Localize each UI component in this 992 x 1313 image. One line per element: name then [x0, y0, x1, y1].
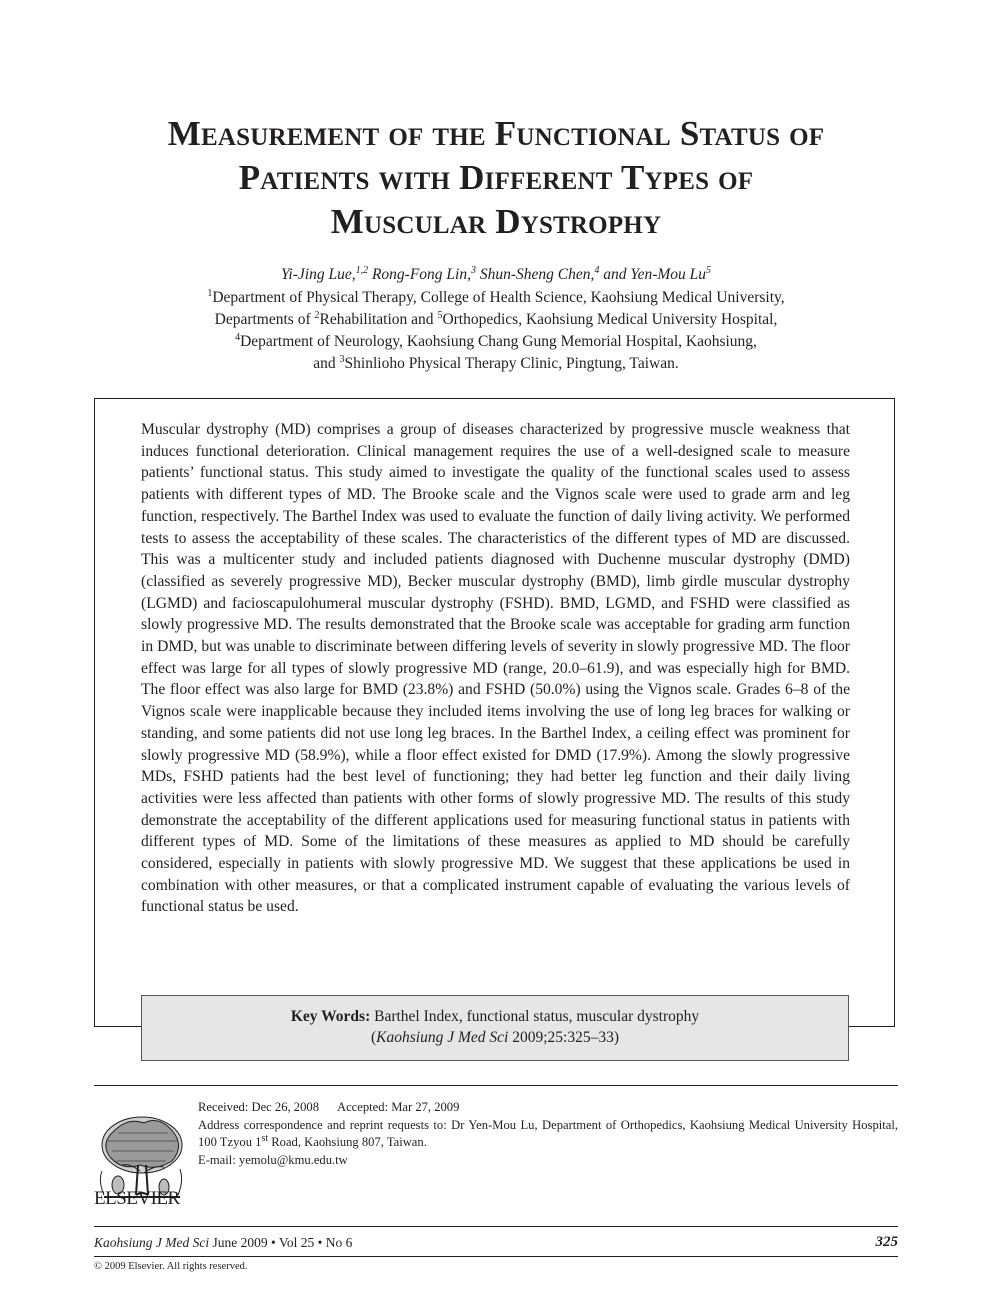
citation-details: 2009;25:325–33) [508, 1029, 619, 1046]
address-line [198, 1117, 898, 1152]
affiliations [80, 287, 912, 375]
affiliation-line [80, 309, 912, 331]
received-date: Received: Dec 26, 2008 [198, 1100, 319, 1114]
affil-text: Shinlioho Physical Therapy Clinic, Pingtung, Taiwan. [344, 355, 679, 372]
page-number: 325 [875, 1234, 898, 1250]
accepted-date: Accepted: Mar 27, 2009 [337, 1100, 460, 1114]
keywords-label: Key Words: [290, 1008, 371, 1025]
address-text: Road, Kaohsiung 807, Taiwan. [268, 1135, 427, 1149]
divider [94, 1226, 898, 1227]
affil-text: Rehabilitation and [319, 311, 438, 328]
affil-mark: 1 [207, 287, 213, 299]
affil-mark: 2 [314, 309, 320, 321]
author-name: Yi-Jing Lue, [280, 266, 356, 283]
copyright-notice: © 2009 Elsevier. All rights reserved. [94, 1261, 248, 1272]
affil-text: Departments of [214, 311, 315, 328]
email-line: E-mail: yemolu@kmu.edu.tw [198, 1152, 348, 1167]
affil-text: and [313, 355, 340, 372]
affiliation-line [80, 353, 912, 375]
keywords-text: Barthel Index, functional status, muscular dystrophy [370, 1008, 700, 1025]
affil-mark: 5 [437, 309, 443, 321]
author-affil-mark: 4 [594, 264, 600, 276]
divider [94, 1256, 898, 1257]
keywords-line [142, 1006, 848, 1027]
article-title [60, 112, 932, 244]
keywords-box [141, 995, 849, 1061]
affil-text: Orthopedics, Kaohsiung Medical University Hospital, [442, 311, 778, 328]
correspondence-info [198, 1099, 898, 1169]
author-list [60, 266, 932, 284]
citation-line [142, 1027, 848, 1048]
affil-mark: 4 [235, 331, 241, 343]
affil-text: Department of Physical Therapy, College of Health Science, Kaohsiung Medical University, [212, 289, 785, 306]
divider [94, 1085, 898, 1086]
title-line: Muscular Dystrophy [330, 202, 662, 241]
publisher-logo-text: ELSEVIER [94, 1188, 180, 1209]
author-affil-mark: 1,2 [355, 264, 369, 276]
citation-paren: ( [371, 1029, 377, 1046]
footer-issue: June 2009 • Vol 25 • No 6 [209, 1235, 353, 1250]
affiliation-line [80, 287, 912, 309]
author-name: and Yen-Mou Lu [603, 266, 707, 283]
footer-journal-name: Kaohsiung J Med Sci [94, 1235, 210, 1250]
ordinal-mark: st [261, 1132, 269, 1144]
citation-journal: Kaohsiung J Med Sci [376, 1029, 509, 1046]
author-name: Shun-Sheng Chen, [479, 266, 595, 283]
title-line: Measurement of the Functional Status of [167, 114, 825, 153]
affiliation-line [80, 331, 912, 353]
abstract-text: Muscular dystrophy (MD) comprises a group of diseases characterized by progressive muscle weakness that induces functional deterioration. Clinical management requires the use of a well-designed scale to measure patients’ functional status. This study aimed to investigate the quality of the functional scales used to assess patients with different types of MD. The Brooke scale and the Vignos scale were used to grade arm and leg function, respectively. The Barthel Index was used to evaluate the function of daily living activity. We performed tests to assess the acceptability of these scales. The characteristics of the different types of MD are discussed. This was a multicenter study and included patients diagnosed with Duchenne muscular dystrophy (DMD) (classified as severely progressive MD), Becker muscular dystrophy (BMD), limb girdle muscular dystrophy (LGMD) and facioscapulohumeral muscular dystrophy (FSHD). BMD, LGMD, and FSHD were classified as slowly progressive MD. The results demonstrated that the Brooke scale was acceptable for grading arm function in DMD, but was unable to discriminate between differing levels of severity in slowly progressive MD. The floor effect was large for all types of slowly progressive MD (range, 20.0–61.9), and was especially high for BMD. The floor effect was also large for BMD (23.8%) and FSHD (50.0%) using the Vignos scale. Grades 6–8 of the Vignos scale were inapplicable because they included items involving the use of long leg braces for walking or standing, and some patients did not use long leg braces. In the Barthel Index, a ceiling effect was prominent for slowly progressive MD (58.9%), while a floor effect existed for DMD (17.9%). Among the slowly progressive MDs, FSHD patients had the best level of functioning; they had better leg function and their daily living activities were less affected than patients with other forms of slowly progressive MD. The results of this study demonstrate the acceptability of the different applications used for measuring functional status in patients with different types of MD. Some of the limitations of these measures as applied to MD should be carefully considered, especially in patients with slowly progressive MD. We suggest that these applications be used in combination with other measures, or that a complicated instrument capable of evaluating the various levels of functional status be used. [141, 421, 850, 916]
address-text: Address correspondence and reprint requests to: Dr Yen-Mou Lu, Department of Orthopedics, Kaohsiung Medical University Hospital, 100 Tzyou 1 [198, 1117, 898, 1149]
title-line: Patients with Different Types of [238, 158, 754, 197]
footer-journal-info [94, 1235, 352, 1251]
author-name: Rong-Fong Lin, [371, 266, 471, 283]
affil-mark: 3 [339, 353, 345, 365]
author-affil-mark: 5 [706, 264, 712, 276]
affil-text: Department of Neurology, Kaohsiung Chang Gung Memorial Hospital, Kaohsiung, [240, 333, 757, 350]
author-affil-mark: 3 [470, 264, 476, 276]
dates-line [198, 1099, 898, 1117]
